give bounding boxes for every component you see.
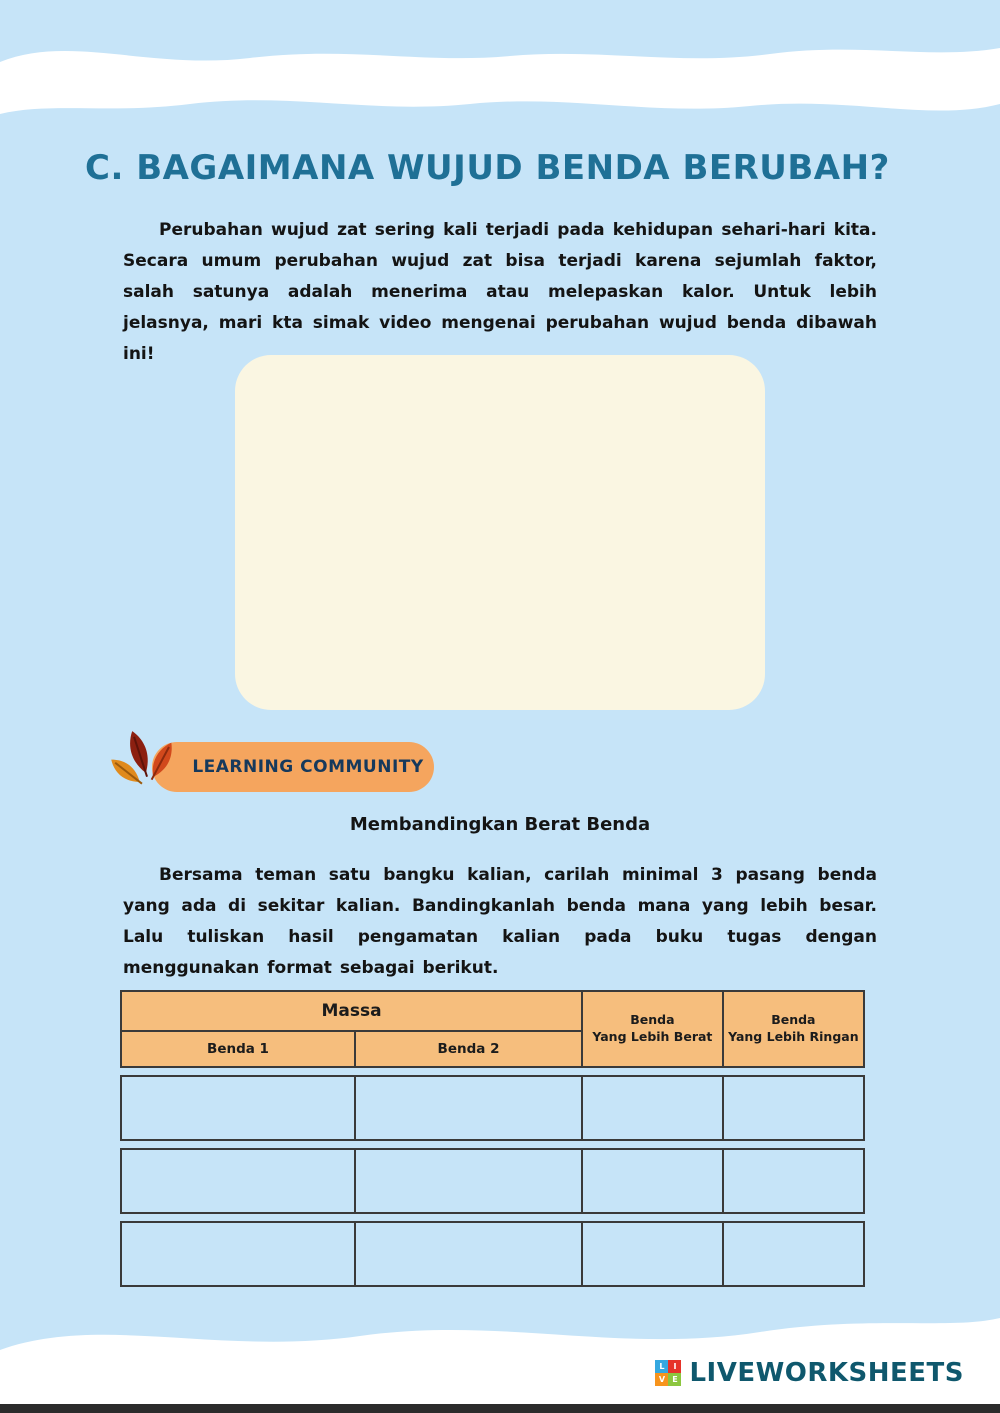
activity-subtitle: Membandingkan Berat Benda xyxy=(349,814,651,835)
header-ringan-line2: Yang Lebih Ringan xyxy=(728,1029,859,1044)
badge-label: LEARNING COMMUNITY xyxy=(192,757,424,777)
bottom-edge-strip xyxy=(0,1404,1000,1413)
table-row xyxy=(120,1148,865,1214)
liveworksheets-logo-icon xyxy=(655,1360,681,1386)
page-title: C. BAGAIMANA WUJUD BENDA BERUBAH? xyxy=(85,148,890,188)
answer-cell-r1-ringan[interactable] xyxy=(724,1077,863,1139)
answer-cell-r2-berat[interactable] xyxy=(583,1150,724,1212)
answer-cell-r3-benda2[interactable] xyxy=(356,1223,583,1285)
table-header-benda1: Benda 1 xyxy=(122,1032,356,1066)
logo-quadrant-v: V xyxy=(655,1373,668,1386)
answer-cell-r3-berat[interactable] xyxy=(583,1223,724,1285)
table-header-benda2: Benda 2 xyxy=(356,1032,583,1066)
activity-instructions: Bersama teman satu bangku kalian, carilah minimal 3 pasang benda yang ada di sekitar kalian. Bandingkanlah benda mana yang lebih besar. Lalu tuliskan hasil pengamatan kalian pada buku tugas dengan menggunakan format sebagai berikut. xyxy=(123,865,877,978)
table-header-benda-lebih-berat xyxy=(583,992,724,1066)
logo-quadrant-i: I xyxy=(668,1360,681,1373)
answer-cell-r2-ringan[interactable] xyxy=(724,1150,863,1212)
brand-text: LIVEWORKSHEETS xyxy=(689,1358,964,1388)
table-header-benda-lebih-ringan xyxy=(724,992,863,1066)
table-row xyxy=(120,1221,865,1287)
answer-cell-r1-benda2[interactable] xyxy=(356,1077,583,1139)
comparison-table xyxy=(120,990,865,1287)
video-placeholder[interactable] xyxy=(235,355,765,710)
autumn-leaves-icon xyxy=(105,726,193,802)
header-berat-line2: Yang Lebih Berat xyxy=(592,1029,713,1044)
table-header-massa: Massa xyxy=(122,992,583,1032)
header-berat-line1: Benda xyxy=(630,1012,675,1028)
answer-cell-r3-ringan[interactable] xyxy=(724,1223,863,1285)
table-header xyxy=(120,990,865,1068)
learning-community-badge xyxy=(105,726,465,806)
answer-cell-r2-benda1[interactable] xyxy=(122,1150,356,1212)
answer-cell-r3-benda1[interactable] xyxy=(122,1223,356,1285)
liveworksheets-logo[interactable] xyxy=(655,1358,964,1388)
header-ringan-line1: Benda xyxy=(771,1012,816,1028)
answer-cell-r2-benda2[interactable] xyxy=(356,1150,583,1212)
logo-quadrant-l: L xyxy=(655,1360,668,1373)
badge-pill xyxy=(152,742,434,792)
logo-quadrant-e: E xyxy=(668,1373,681,1386)
intro-paragraph: Perubahan wujud zat sering kali terjadi pada kehidupan sehari-hari kita. Secara umum perubahan wujud zat bisa terjadi karena sejumlah faktor, salah satunya adalah menerima atau melepaskan kalor. Untuk lebih jelasnya, mari kta simak video mengenai perubahan wujud benda dibawah ini! xyxy=(123,220,877,364)
answer-cell-r1-benda1[interactable] xyxy=(122,1077,356,1139)
table-row xyxy=(120,1075,865,1141)
answer-cell-r1-berat[interactable] xyxy=(583,1077,724,1139)
